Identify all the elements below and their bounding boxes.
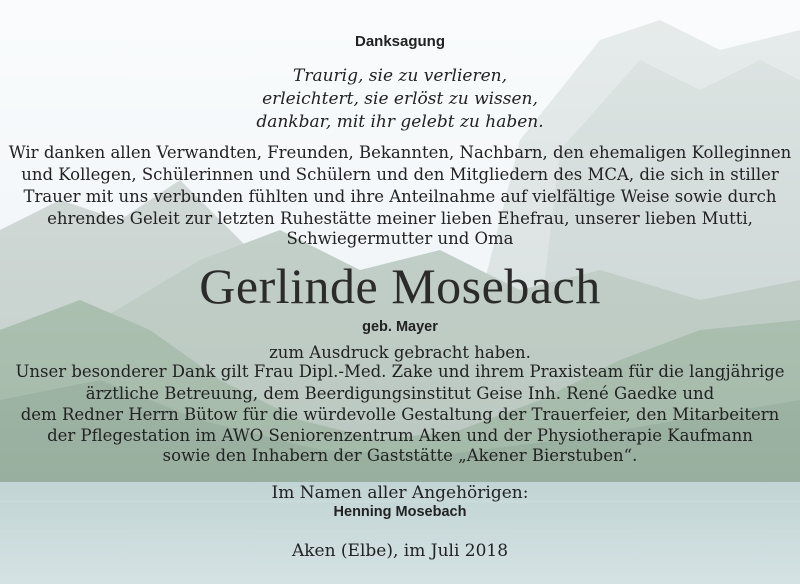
thanks-intro-line: ehrendes Geleit zur letzten Ruhestätte meiner lieben Ehefrau, unserer lieben Mutti, — [47, 209, 753, 228]
poem-line: erleichtert, sie erlöst zu wissen, — [262, 89, 538, 109]
thanks-intro-line: Wir danken allen Verwandten, Freunden, Bekannten, Nachbarn, den ehemaligen Kolleginnen — [8, 143, 792, 162]
thanks-detail-line: Unser besonderer Dank gilt Frau Dipl.-Med. Zake und ihrem Praxisteam für die langjährige — [15, 362, 785, 381]
thanks-detail-line: dem Redner Herrn Bütow für die würdevolle Gestaltung der Trauerfeier, den Mitarbeitern — [20, 405, 780, 424]
thanks-intro-line: Trauer mit uns verbunden fühlten und ihre Anteilnahme auf vielfältige Weise sowie durch — [23, 187, 777, 206]
poem-line: dankbar, mit ihr gelebt zu haben. — [256, 112, 544, 132]
thanks-detail-line: sowie den Inhabern der Gaststätte „Akener Bierstuben“. — [162, 446, 638, 465]
heading: Danksagung — [354, 33, 445, 50]
place-date: Aken (Elbe), im Juli 2018 — [291, 541, 509, 561]
deceased-name: Gerlinde Mosebach — [199, 258, 601, 314]
thanks-intro-line: und Kollegen, Schülerinnen und Schülern und den Mitgliedern des MCA, die sich in stiller — [21, 165, 779, 184]
thanks-detail-line: der Pflegestation im AWO Seniorenzentrum Aken und der Physiotherapie Kaufmann — [47, 426, 753, 445]
thanks-detail-line: ärztliche Betreuung, dem Beerdigungsinstitut Geise Inh. René Gaedke und — [85, 384, 715, 403]
thanks-intro-line: Schwiegermutter und Oma — [286, 229, 514, 248]
poem-line: Traurig, sie zu verlieren, — [292, 66, 507, 86]
maiden-name: geb. Mayer — [362, 319, 438, 335]
thanks-detail-line: zum Ausdruck gebracht haben. — [269, 343, 531, 362]
signatory: Henning Mosebach — [333, 504, 467, 520]
closing-line: Im Namen aller Angehörigen: — [271, 483, 529, 503]
